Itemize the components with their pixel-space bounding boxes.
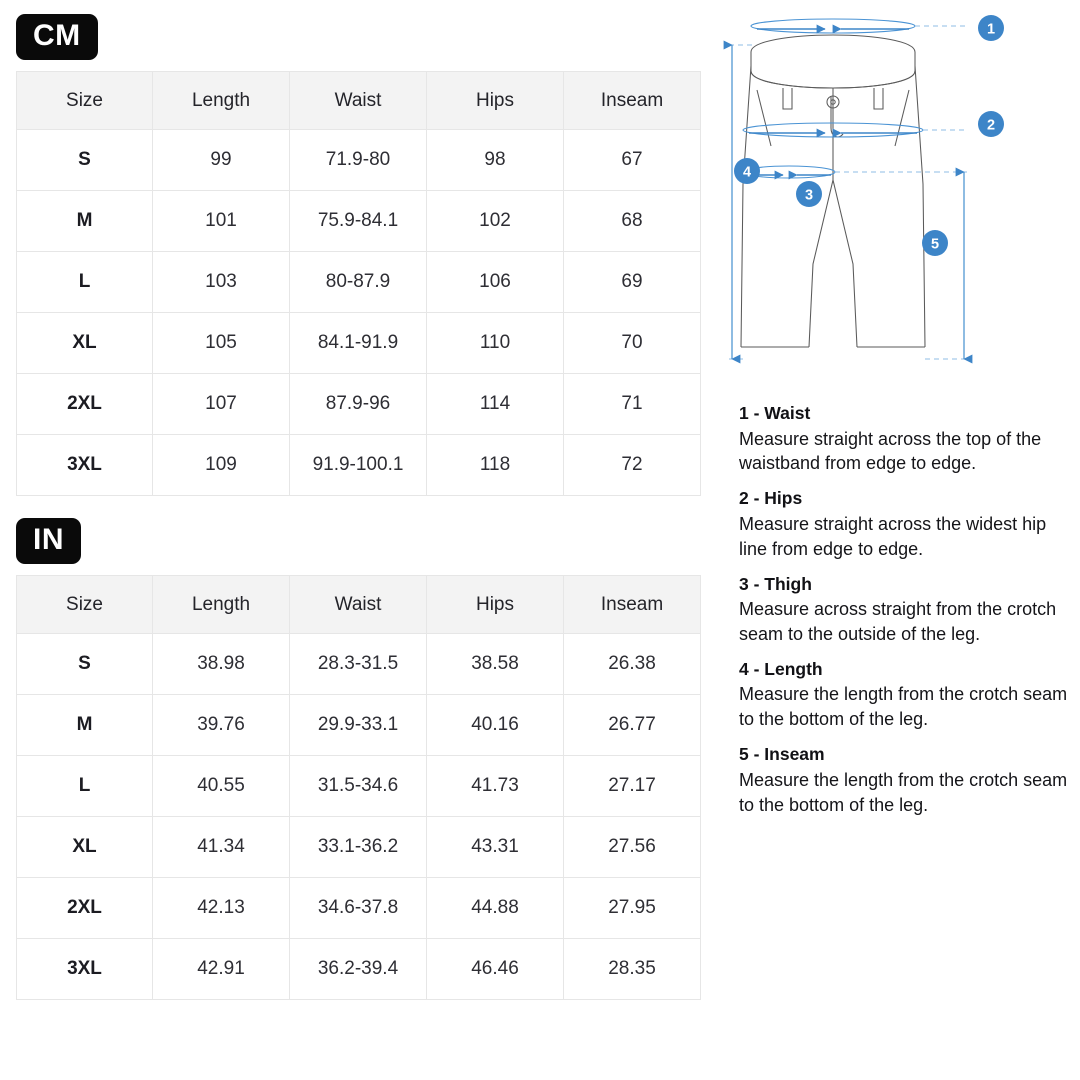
table-row: [17, 313, 701, 374]
cell-inseam: 27.17: [564, 756, 701, 817]
instruction-title: 3 - Thigh: [739, 573, 812, 594]
column-header-inseam: Inseam: [564, 576, 701, 634]
table-row: [17, 939, 701, 1000]
cell-size: M: [17, 191, 153, 252]
cell-size: XL: [17, 313, 153, 374]
column-header-waist: Waist: [290, 576, 427, 634]
table-row: [17, 756, 701, 817]
table-row: [17, 695, 701, 756]
table-row: [17, 130, 701, 191]
cell-waist: 84.1-91.9: [290, 313, 427, 374]
table-header-row: [17, 72, 701, 130]
cell-size: L: [17, 756, 153, 817]
cell-hips: 41.73: [427, 756, 564, 817]
cell-waist: 33.1-36.2: [290, 817, 427, 878]
cell-length: 42.91: [153, 939, 290, 1000]
cell-hips: 114: [427, 374, 564, 435]
cell-size: 2XL: [17, 878, 153, 939]
pants-measurement-diagram: [721, 14, 1073, 396]
cell-inseam: 27.95: [564, 878, 701, 939]
instruction-thigh: [739, 573, 1069, 647]
cell-hips: 44.88: [427, 878, 564, 939]
instruction-title: 4 - Length: [739, 658, 823, 679]
cell-hips: 38.58: [427, 634, 564, 695]
marker-badge-3: [796, 181, 822, 207]
marker-label-2: 2: [986, 117, 996, 134]
cell-size: 3XL: [17, 435, 153, 496]
in-table-section: [16, 518, 715, 1000]
instruction-title: 2 - Hips: [739, 488, 803, 509]
cell-length: 101: [153, 191, 290, 252]
column-header-inseam: Inseam: [564, 72, 701, 130]
cell-length: 40.55: [153, 756, 290, 817]
column-header-length: Length: [153, 72, 290, 130]
table-row: [17, 252, 701, 313]
instruction-body: Measure straight across the top of the waistband from edge to edge.: [739, 428, 1042, 474]
cell-inseam: 26.38: [564, 634, 701, 695]
instruction-title: 5 - Inseam: [739, 744, 825, 765]
cell-waist: 75.9-84.1: [290, 191, 427, 252]
instruction-length: [739, 658, 1069, 732]
cell-hips: 46.46: [427, 939, 564, 1000]
cell-inseam: 26.77: [564, 695, 701, 756]
cell-hips: 106: [427, 252, 564, 313]
instruction-body: Measure the length from the crotch seam to the bottom of the leg.: [739, 769, 1068, 815]
cell-length: 105: [153, 313, 290, 374]
instruction-body: Measure the length from the crotch seam to the bottom of the leg.: [739, 684, 1068, 730]
instruction-body: Measure across straight from the crotch seam to the outside of the leg.: [739, 599, 1057, 645]
inseam-measure-annotation: [925, 172, 967, 359]
column-header-hips: Hips: [427, 72, 564, 130]
cell-size: S: [17, 634, 153, 695]
cell-waist: 29.9-33.1: [290, 695, 427, 756]
column-header-size: Size: [17, 72, 153, 130]
cell-waist: 34.6-37.8: [290, 878, 427, 939]
cm-table-section: [16, 14, 715, 496]
table-row: [17, 191, 701, 252]
table-row: [17, 878, 701, 939]
cell-length: 107: [153, 374, 290, 435]
cell-size: 2XL: [17, 374, 153, 435]
column-header-length: Length: [153, 576, 290, 634]
unit-badge-cm: CM: [16, 14, 98, 60]
instruction-waist: [739, 402, 1069, 476]
table-row: [17, 634, 701, 695]
cell-hips: 118: [427, 435, 564, 496]
cell-size: 3XL: [17, 939, 153, 1000]
cell-waist: 80-87.9: [290, 252, 427, 313]
instruction-title: 1 - Waist: [739, 403, 811, 423]
size-table-cm: [16, 71, 701, 496]
table-row: [17, 374, 701, 435]
cell-size: L: [17, 252, 153, 313]
cell-inseam: 69: [564, 252, 701, 313]
size-table-in: [16, 575, 701, 1000]
cell-inseam: 27.56: [564, 817, 701, 878]
marker-label-4: 4: [742, 164, 752, 181]
table-header-row: [17, 576, 701, 634]
diagram-column: [715, 0, 1080, 1080]
marker-badge-4: [734, 158, 760, 184]
marker-label-1: 1: [986, 21, 996, 38]
cell-inseam: 67: [564, 130, 701, 191]
cell-inseam: 28.35: [564, 939, 701, 1000]
cell-waist: 71.9-80: [290, 130, 427, 191]
cell-waist: 28.3-31.5: [290, 634, 427, 695]
cell-hips: 43.31: [427, 817, 564, 878]
cell-inseam: 71: [564, 374, 701, 435]
cell-waist: 91.9-100.1: [290, 435, 427, 496]
cell-size: XL: [17, 817, 153, 878]
table-row: [17, 435, 701, 496]
cell-inseam: 70: [564, 313, 701, 374]
cell-hips: 110: [427, 313, 564, 374]
instruction-hips: [739, 487, 1069, 561]
marker-label-5: 5: [930, 236, 940, 253]
cell-waist: 31.5-34.6: [290, 756, 427, 817]
thigh-measure-annotation: [743, 166, 935, 178]
instruction-inseam: [739, 743, 1069, 817]
cell-inseam: 72: [564, 435, 701, 496]
cell-hips: 102: [427, 191, 564, 252]
cell-size: S: [17, 130, 153, 191]
waist-measure-annotation: [751, 19, 967, 33]
cell-length: 109: [153, 435, 290, 496]
section-spacer: [16, 496, 715, 518]
column-header-size: Size: [17, 576, 153, 634]
cell-waist: 36.2-39.4: [290, 939, 427, 1000]
column-header-waist: Waist: [290, 72, 427, 130]
cell-length: 99: [153, 130, 290, 191]
cell-length: 38.98: [153, 634, 290, 695]
marker-badge-1: [978, 15, 1004, 41]
column-header-hips: Hips: [427, 576, 564, 634]
cell-length: 42.13: [153, 878, 290, 939]
cell-size: M: [17, 695, 153, 756]
cell-inseam: 68: [564, 191, 701, 252]
pants-outline: [741, 35, 925, 347]
cell-length: 39.76: [153, 695, 290, 756]
table-row: [17, 817, 701, 878]
pants-diagram-svg: [721, 14, 1073, 396]
marker-badge-2: [978, 111, 1004, 137]
measurement-instructions: [721, 396, 1069, 817]
cell-hips: 40.16: [427, 695, 564, 756]
cell-hips: 98: [427, 130, 564, 191]
instruction-body: Measure straight across the widest hip line from edge to edge.: [739, 513, 1047, 559]
marker-label-3: 3: [804, 187, 814, 204]
hips-measure-annotation: [743, 123, 967, 137]
cell-length: 103: [153, 252, 290, 313]
cell-length: 41.34: [153, 817, 290, 878]
unit-badge-in: IN: [16, 518, 81, 564]
marker-badge-5: [922, 230, 948, 256]
cell-waist: 87.9-96: [290, 374, 427, 435]
